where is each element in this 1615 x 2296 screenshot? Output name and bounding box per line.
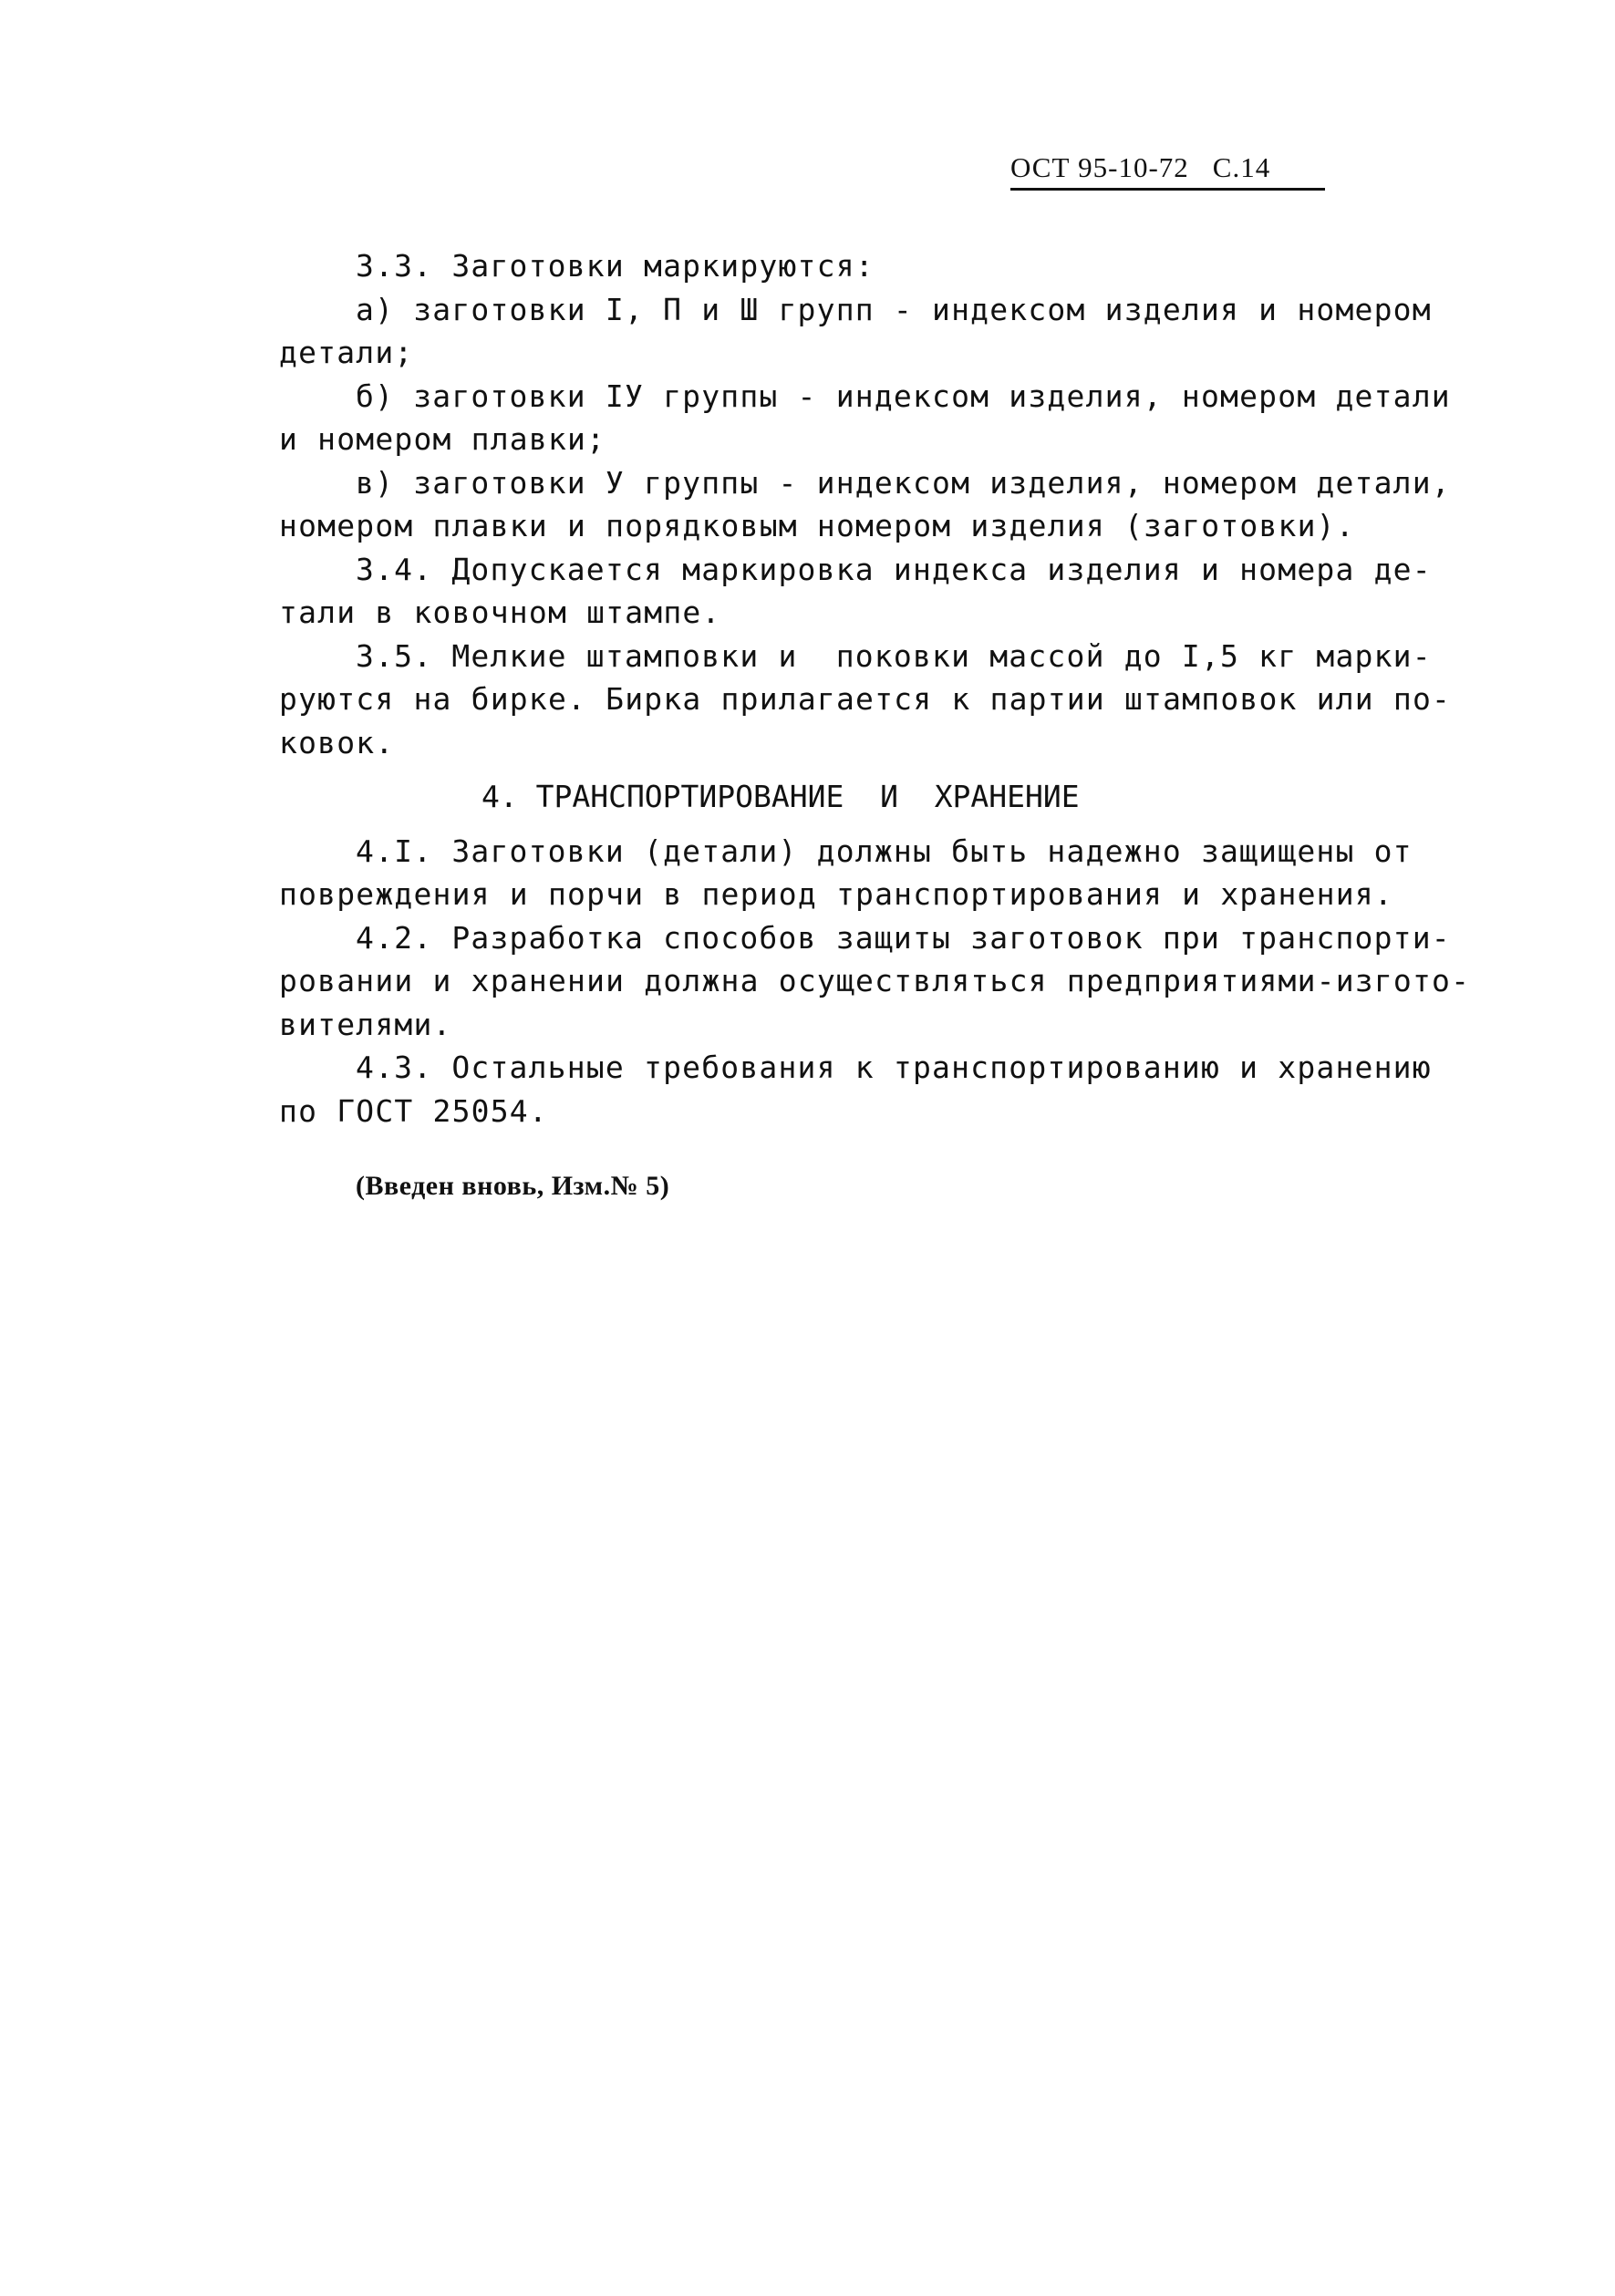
section-4-heading: 4. ТРАНСПОРТИРОВАНИЕ И ХРАНЕНИЕ — [481, 779, 1080, 814]
paragraph-4-2-line: ровании и хранении должна осуществляться предприятиями-изгото- — [279, 963, 1471, 998]
paragraph-3-5-line: руются на бирке. Бирка прилагается к партии штамповок или по- — [279, 681, 1452, 717]
page-number: С.14 — [1212, 151, 1271, 183]
paragraph-3-5-line: 3.5. Мелкие штамповки и поковки массой до I,5 кг марки- — [356, 637, 1432, 674]
paragraph-4-3-line: по ГОСТ 25054. — [279, 1092, 548, 1129]
standard-code: ОСТ 95-10-72 — [1010, 151, 1189, 183]
paragraph-3-5-line: ковок. — [279, 724, 395, 760]
paragraph-3-3a-line: детали; — [279, 335, 414, 370]
paragraph-4-2-line: 4.2. Разработка способов защиты заготовок при транспорти- — [356, 919, 1451, 956]
paragraph-3-3a-line: а) заготовки I, П и Ш групп - индексом изделия и номером — [356, 291, 1432, 327]
paragraph-4-3-line: 4.3. Остальные требования к транспортированию и хранению — [356, 1050, 1432, 1085]
paragraph-3-4-line: 3.4. Допускается маркировка индекса изделия и номера де- — [356, 551, 1432, 587]
paragraph-3-3v-line: номером плавки и порядковым номером изделия (заготовки). — [279, 508, 1355, 543]
paragraph-4-1-line: 4.I. Заготовки (детали) должны быть надежно защищены от — [356, 833, 1413, 869]
paragraph-3-3b-line: б) заготовки IУ группы - индексом изделия, номером детали — [356, 377, 1451, 414]
amendment-note: (Введен вновь, Изм.№ 5) — [356, 1171, 670, 1201]
paragraph-4-1-line: повреждения и порчи в период транспортирования и хранения. — [279, 876, 1393, 912]
paragraph-3-3b-line: и номером плавки; — [279, 421, 606, 457]
paragraph-3-4-line: тали в ковочном штампе. — [279, 595, 721, 630]
paragraph-3-3v-line: в) заготовки У группы - индексом изделия, номером детали, — [356, 464, 1451, 501]
paragraph-4-2-line: вителями. — [279, 1006, 452, 1042]
paragraph-3-3-line: 3.3. Заготовки маркируются: — [356, 248, 875, 284]
document-body — [279, 244, 1471, 1132]
page-header — [1010, 151, 1325, 191]
